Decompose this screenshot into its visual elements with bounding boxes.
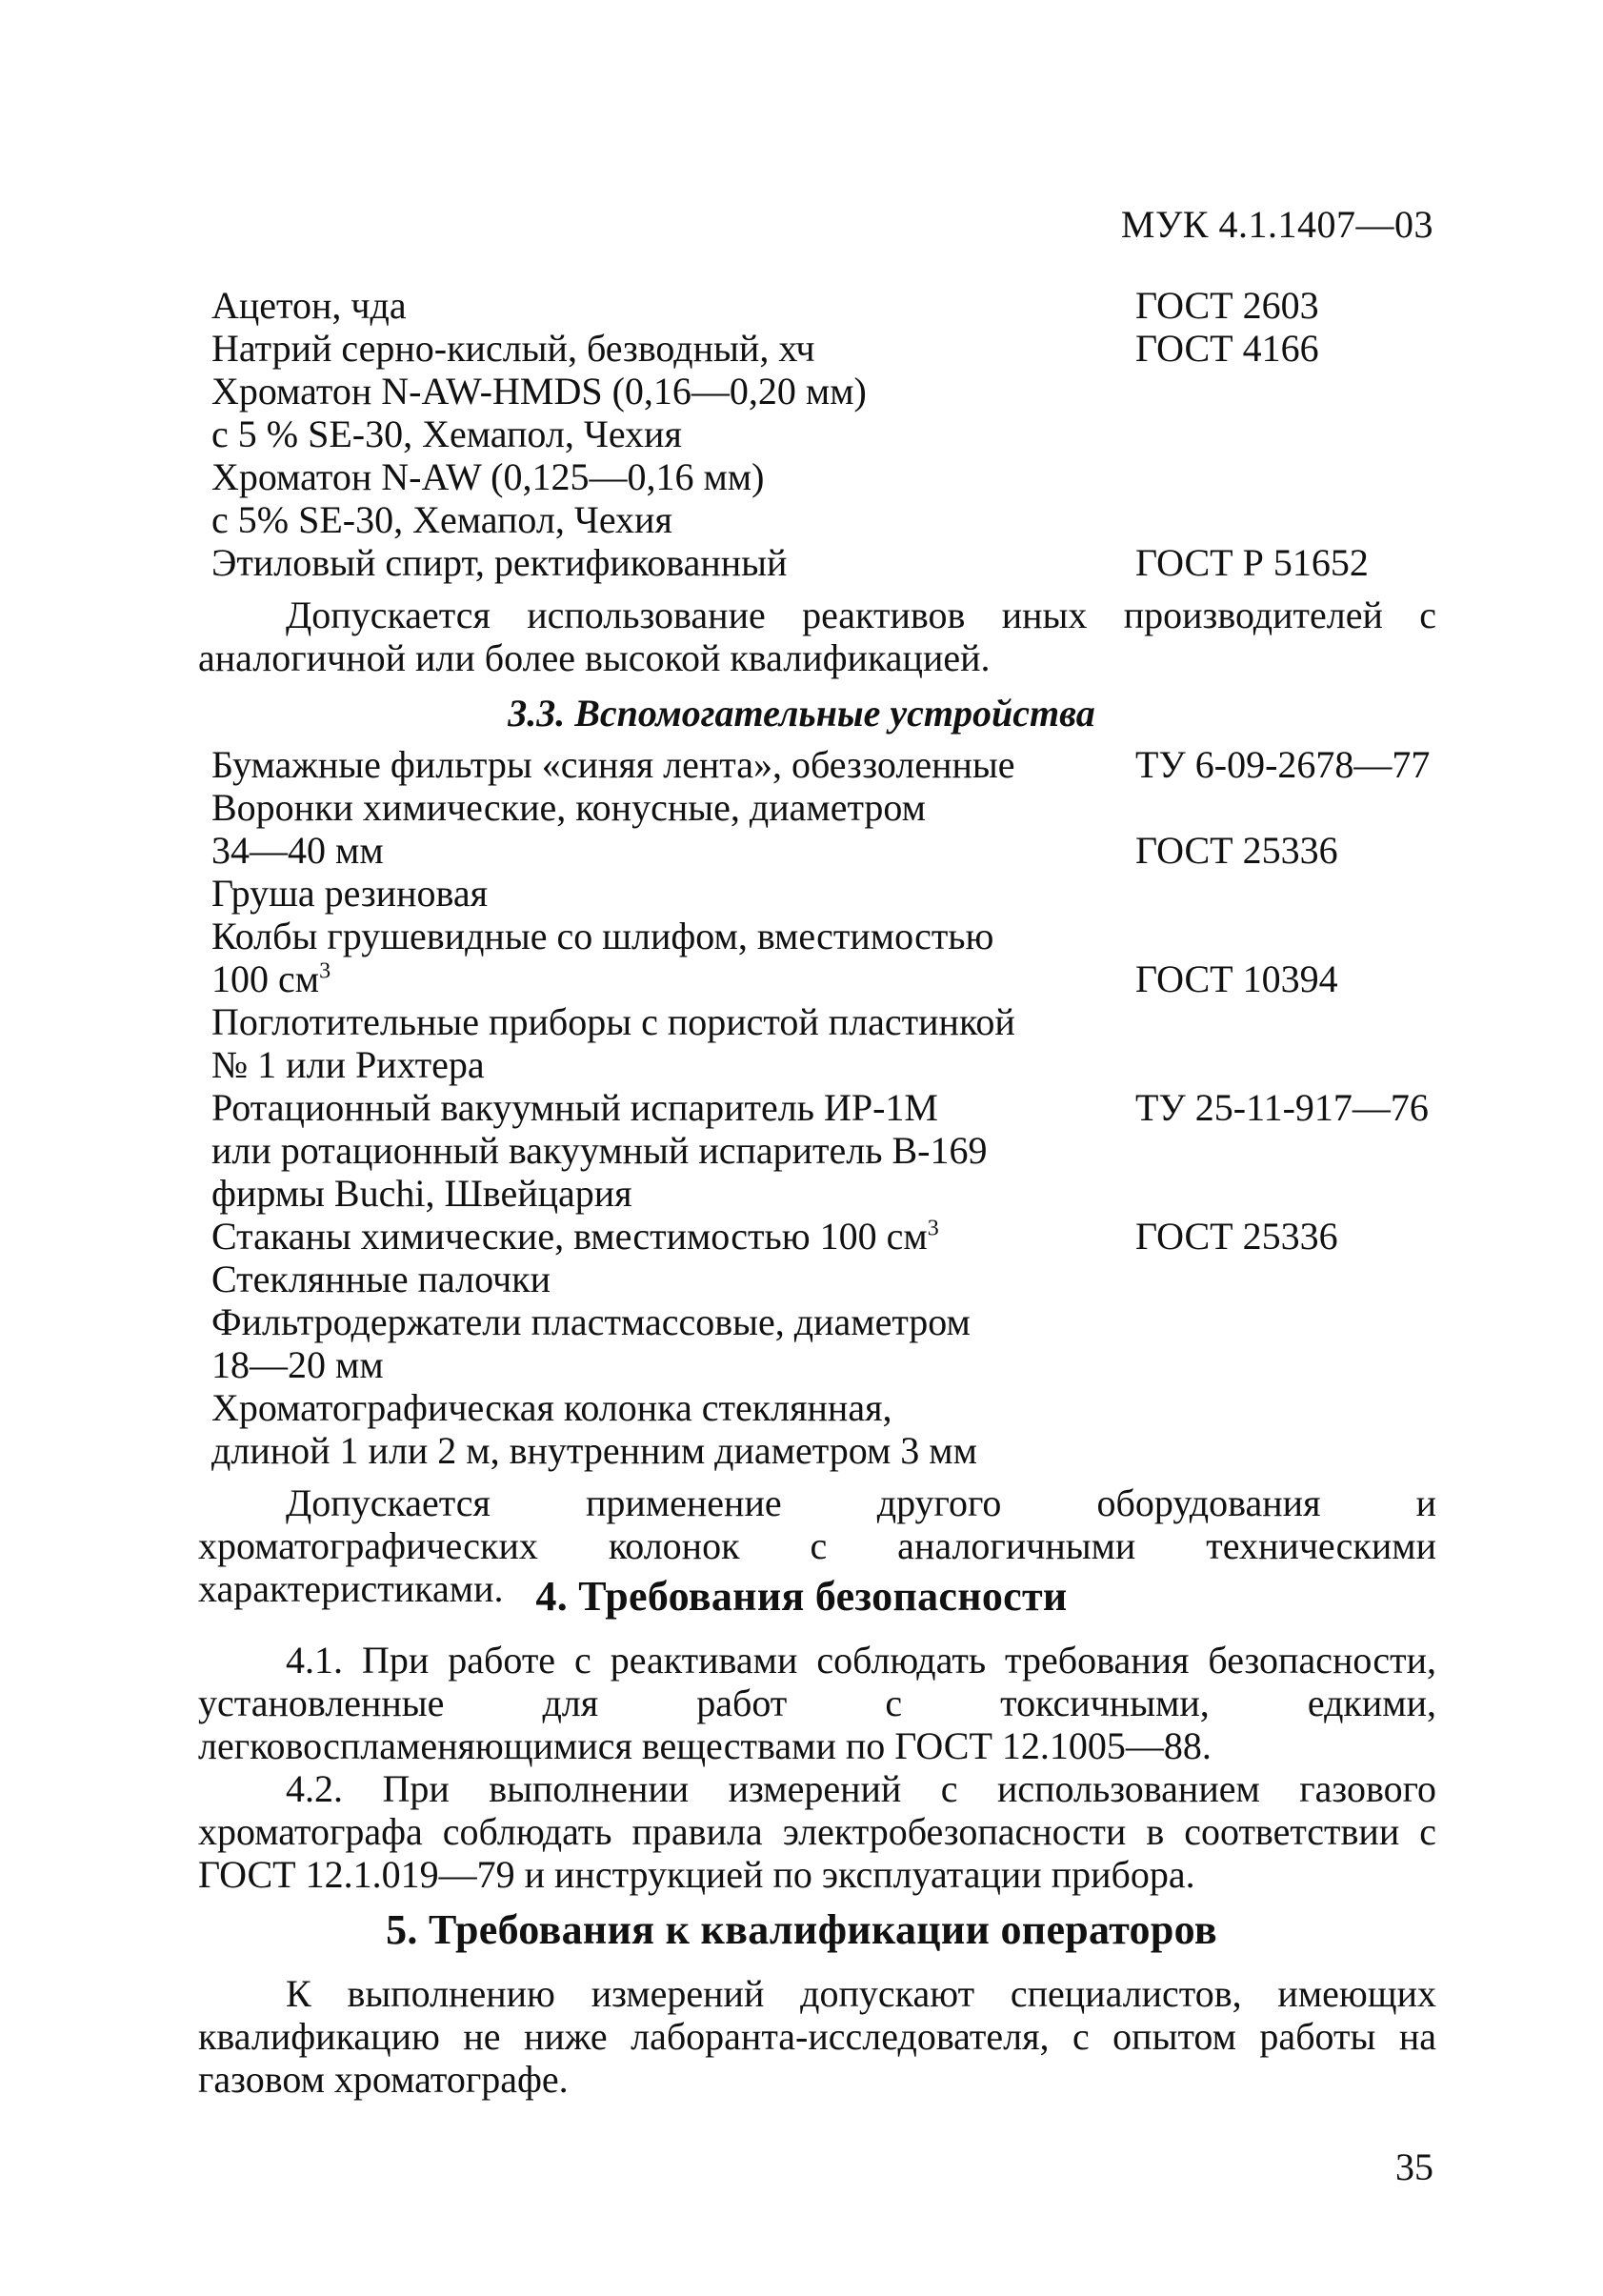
document-code: МУК 4.1.1407—03 [1120,203,1433,246]
list-item: Стаканы химические, вместимостью 100 $см^3$ ГОСТ 25336 [211,1215,1338,1258]
list-item: 34—40 мм ГОСТ 25336 [211,829,1338,872]
list-item: 18—20 мм [211,1343,384,1386]
list-item: Фильтродержатели пластмассовые, диаметром [211,1300,971,1343]
list-item: Хроматон N-AW-HMDS (0,16—0,20 мм) [211,370,867,413]
list-item: Хроматографическая колонка стеклянная, [211,1386,892,1429]
aux-note: Допускается применение другого оборудования и хроматографических колонок с аналогичными техническими характеристиками. [198,1481,1436,1610]
list-item: Стеклянные палочки [211,1258,551,1300]
page-number: 35 [1395,2145,1433,2188]
list-item: Груша резиновая [211,872,488,915]
section-5-heading: 5. Требования к квалификации операторов [386,1906,1217,1953]
list-item: фирмы Buchi, Швейцария [211,1172,632,1215]
aux-heading: 3.3. Вспомогательные устройства [508,692,1095,735]
list-item: № 1 или Рихтера [211,1043,485,1086]
section-4-paragraph-1: 4.1. При работе с реактивами соблюдать требования безопасности, установленные для работ с токсичными, едкими, легковоспламеняющимися веществами по ГОСТ 12.1005—88. [198,1639,1436,1767]
list-item: Воронки химические, конусные, диаметром [211,786,926,829]
reagents-list [211,284,1440,584]
list-item: или ротационный вакуумный испаритель В-169 [211,1129,988,1172]
list-item: с 5 % SE-30, Хемапол, Чехия [211,413,682,455]
list-item: длиной 1 или 2 м, внутренним диаметром 3 мм [211,1429,977,1472]
list-item: Поглотительные приборы с пористой пластинкой [211,1000,1015,1043]
list-item: Ротационный вакуумный испаритель ИР-1М ТУ 25-11-917—76 [211,1086,1429,1129]
list-item: Этиловый спирт, ректификованный ГОСТ Р 51652 [211,541,1369,584]
list-item: Колбы грушевидные со шлифом, вместимостью [211,915,994,957]
list-item: 100 $см^3$ ГОСТ 10394 [211,957,1338,1000]
list-item: Ацетон, чда ГОСТ 2603 [211,284,1319,327]
list-item: Натрий серно-кислый, безводный, хч ГОСТ 4166 [211,327,1319,370]
list-item: Бумажные фильтры «синяя лента», обеззоленные ТУ 6-09-2678—77 [211,743,1431,786]
section-4-paragraph-2: 4.2. При выполнении измерений с использованием газового хроматографа соблюдать правила электробезопасности в соответствии с ГОСТ 12.1.019—79 и инструкцией по эксплуатации прибора. [198,1767,1436,1896]
list-item: с 5% SE-30, Хемапол, Чехия [211,498,672,541]
list-item: Хроматон N-AW (0,125—0,16 мм) [211,455,765,498]
reagents-note: Допускается использование реактивов иных производителей с аналогичной или более высокой квалификацией. [198,594,1436,679]
section-5-paragraph-1: К выполнению измерений допускают специалистов, имеющих квалификацию не ниже лаборанта-исследователя, с опытом работы на газовом хроматографе. [198,1972,1436,2101]
section-4-heading: 4. Требования безопасности [535,1573,1068,1620]
aux-list [211,743,1440,1472]
